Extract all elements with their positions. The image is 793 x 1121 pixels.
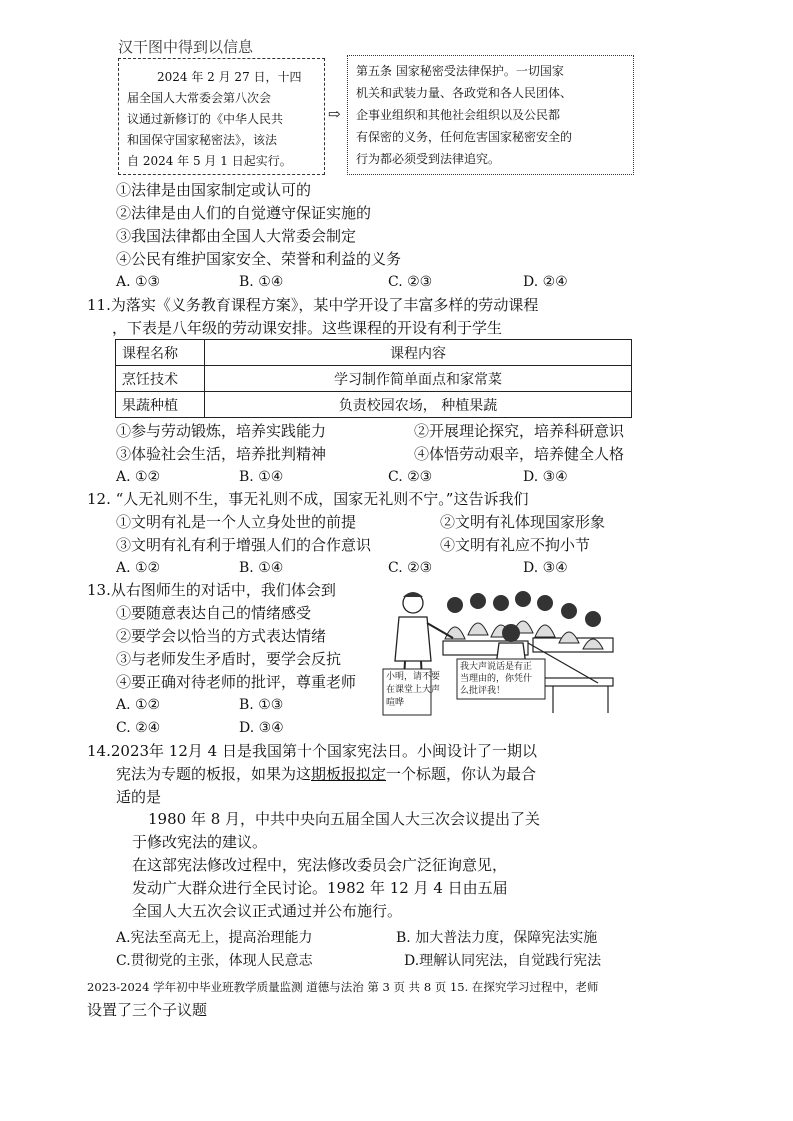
q11-option-d: D. ③④	[523, 469, 568, 485]
q14-material-line-1: 1980 年 8 月，中共中央向五届全国人大三次会议提出了关	[148, 810, 541, 828]
box-left-line-2: 届全国人大常委会第八次会	[127, 91, 272, 105]
q14-stem-line-2a: 宪法为专题的板报，如果为这	[116, 765, 312, 783]
q12-statement-4: ④文明有礼应不拘小节	[440, 536, 591, 554]
q13-option-a: A. ①②	[116, 697, 161, 713]
q14-stem-line-2b: 一个标题，你认为最合	[386, 765, 537, 783]
q14-option-a: A.宪法至高无上，提高治理能力	[116, 930, 313, 946]
q14-material-line-2: 于修改宪法的建议。	[132, 833, 268, 851]
box-left-line-1: 2024 年 2 月 27 日，十四	[157, 70, 302, 84]
table-header-cell: 课程名称	[116, 340, 205, 366]
q14-stem-line-3: 适的是	[116, 788, 162, 806]
q10-option-d: D. ②④	[523, 274, 568, 290]
q13-option-d: D. ③④	[239, 720, 284, 736]
table-cell: 果蔬种植	[116, 392, 205, 418]
student-bubble-line-2: 当理由的，你凭什	[460, 674, 533, 684]
box-left-line-3: 议通过新修订的《中华人民共	[127, 112, 284, 126]
q14-stem-line-2	[116, 763, 536, 785]
q14-material-line-4: 发动广大群众进行全民讨论。1982 年 12 月 4 日由五届	[132, 879, 508, 897]
q12-option-d: D. ③④	[523, 560, 568, 576]
page-footer-line-1: 2023-2024 学年初中毕业班教学质量监测 道德与法治 第 3 页 共 8 页 15. 在探究学习过程中，老师	[87, 980, 599, 994]
q12-option-c: C. ②③	[388, 560, 433, 576]
box-left-line-5: 自 2024 年 5 月 1 日起实行。	[127, 154, 292, 168]
teacher-bubble-line-3: 喧哗	[386, 698, 405, 708]
top-partial-text: 汉干图中得到以信息	[118, 38, 254, 56]
q13-statement-2: ②要学会以恰当的方式表达情绪	[116, 627, 327, 645]
q11-option-b: B. ①④	[239, 469, 284, 485]
teacher-bubble-line-1: 小明，请不要	[386, 672, 441, 682]
q12-stem: 12. “人无礼则不生，事无礼则不成，国家无礼则不宁。”这告诉我们	[87, 490, 529, 508]
q11-statement-2: ②开展理论探究，培养科研意识	[414, 422, 625, 440]
box-right-line-2: 机关和武装力量、各政党和各人民团体、	[356, 86, 573, 100]
table-row	[116, 366, 632, 392]
table-header-cell: 课程内容	[205, 340, 632, 366]
material-box-right	[347, 55, 634, 175]
q14-material-line-5: 全国人大五次会议正式通过并公布施行。	[132, 902, 403, 920]
box-left-line-4: 和国保守国家秘密法》，该法	[127, 133, 278, 147]
q14-material-line-3: 在这部宪法修改过程中，宪法修改委员会广泛征询意见，	[132, 856, 508, 874]
q10-option-c: C. ②③	[388, 274, 433, 290]
labor-course-table	[115, 339, 632, 418]
q11-statement-4: ④体悟劳动艰辛，培养健全人格	[414, 445, 625, 463]
student-bubble-line-3: 么批评我！	[460, 686, 506, 696]
q10-option-b: B. ①④	[239, 274, 284, 290]
classroom-drawing	[383, 583, 620, 718]
q12-statement-2: ②文明有礼体现国家形象	[440, 513, 606, 531]
table-header-row	[116, 340, 632, 366]
student-bubble-line-1: 我大声说话是有正	[460, 662, 533, 672]
q13-statement-4: ④要正确对待老师的批评，尊重老师	[116, 673, 357, 691]
q13-stem: 13.从右图师生的对话中，我们体会到	[87, 581, 336, 599]
q11-stem-line-2: ，下表是八年级的劳动课安排。这些课程的开设有利于学生	[112, 319, 503, 337]
q13-statement-3: ③与老师发生矛盾时，要学会反抗	[116, 650, 342, 668]
q10-statement-2: ②法律是由人们的自觉遵守保证实施的	[116, 204, 372, 222]
q13-option-b: B. ①③	[239, 697, 284, 713]
box-right-line-4: 有保密的义务，任何危害国家秘密安全的	[356, 130, 573, 144]
table-cell: 负责校园农场， 种植果蔬	[205, 392, 632, 418]
table-cell: 学习制作简单面点和家常菜	[205, 366, 632, 392]
q11-stem-line-1: 11.为落实《义务教育课程方案》，某中学开设了丰富多样的劳动课程	[87, 296, 539, 314]
box-right-line-5: 行为都必须受到法律追究。	[356, 152, 501, 166]
q14-stem-underlined: 期板报拟定	[311, 765, 387, 783]
q11-option-c: C. ②③	[388, 469, 433, 485]
q12-statement-1: ①文明有礼是一个人立身处世的前提	[116, 513, 357, 531]
q13-statement-1: ①要随意表达自己的情绪感受	[116, 604, 312, 622]
q11-statement-1: ①参与劳动锻炼，培养实践能力	[116, 422, 327, 440]
material-box-left	[118, 58, 325, 175]
q14-option-c: C.贯彻党的主张，体现人民意志	[116, 953, 313, 969]
q10-statement-4: ④公民有维护国家安全、荣誉和利益的义务	[116, 250, 402, 268]
box-right-line-1: 第五条 国家秘密受法律保护。一切国家	[356, 64, 564, 78]
q12-statement-3: ③文明有礼有利于增强人们的合作意识	[116, 536, 372, 554]
q11-statement-3: ③体验社会生活，培养批判精神	[116, 445, 327, 463]
table-cell: 烹饪技术	[116, 366, 205, 392]
q12-option-b: B. ①④	[239, 560, 284, 576]
q12-option-a: A. ①②	[116, 560, 161, 576]
page-footer-line-2: 设置了三个子议题	[87, 1001, 208, 1019]
q14-option-b: B. 加大普法力度，保障宪法实施	[396, 930, 598, 946]
q14-option-d: D.理解认同宪法，自觉践行宪法	[404, 953, 602, 969]
classroom-illustration	[383, 583, 620, 718]
box-right-line-3: 企事业组织和其他社会组织以及公民都	[356, 108, 561, 122]
q10-statement-3: ③我国法律都由全国人大常委会制定	[116, 227, 357, 245]
table-row	[116, 392, 632, 418]
q10-option-a: A. ①③	[116, 274, 161, 290]
q10-statement-1: ①法律是由国家制定或认可的	[116, 181, 312, 199]
q11-option-a: A. ①②	[116, 469, 161, 485]
q13-option-c: C. ②④	[116, 720, 161, 736]
teacher-bubble-line-2: 在课堂上大声	[386, 685, 441, 695]
q14-stem-line-1: 14.2023年 12月 4 日是我国第十个国家宪法日。小闽设计了一期以	[87, 742, 537, 760]
arrow-right-icon: ⇨	[328, 105, 341, 123]
